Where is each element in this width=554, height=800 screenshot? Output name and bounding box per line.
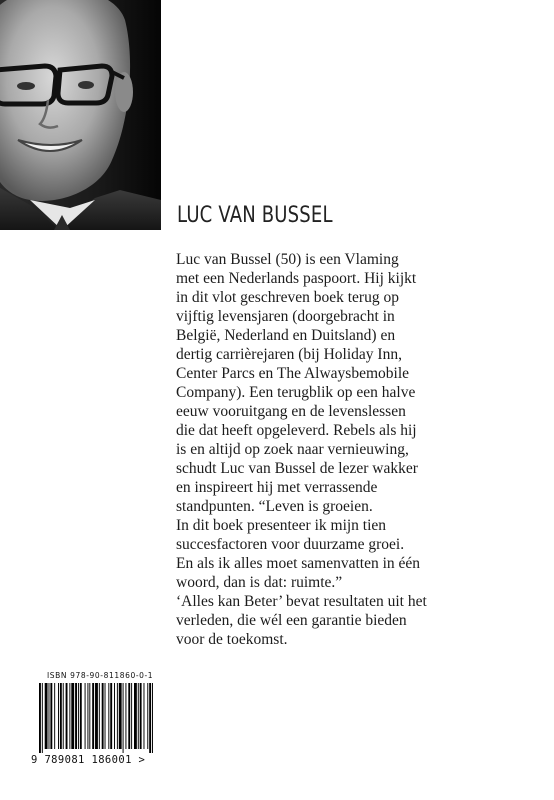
bio-line: Luc van Bussel (50) is een Vlaming (176, 251, 399, 268)
barcode-bar (131, 683, 132, 749)
barcode-bar (78, 683, 79, 749)
bio-line: schudt Luc van Bussel de lezer wakker (176, 460, 418, 477)
barcode-block (31, 671, 157, 771)
barcode-bar (102, 683, 104, 749)
barcode-bar (149, 683, 151, 753)
author-portrait-image (0, 0, 161, 230)
barcode-bar (117, 683, 118, 749)
barcode-bar (119, 683, 122, 749)
bio-line: vijftig levensjaren (doorgebracht in (176, 308, 395, 325)
barcode-bar (147, 683, 148, 749)
barcode-bar (138, 683, 139, 749)
barcode-bar (49, 683, 50, 749)
barcode-bar (89, 683, 90, 749)
bio-line: succesfactoren voor duurzame groei. (176, 536, 405, 553)
barcode-bar (69, 683, 70, 749)
bio-line: ‘Alles kan Beter’ bevat resultaten uit het (176, 593, 427, 610)
barcode-digits: 9 789081 186001 > (31, 754, 146, 766)
barcode-bar (63, 683, 64, 749)
barcode-bar (99, 683, 100, 749)
barcode-bar (105, 683, 106, 749)
barcode-image (31, 683, 157, 755)
bio-line: dertig carrièrejaren (bij Holiday Inn, (176, 346, 402, 363)
bio-line: verleden, die wél een garantie bieden (176, 612, 407, 629)
barcode-bar (50, 683, 52, 749)
barcode-bar (60, 683, 62, 749)
bio-line: standpunten. “Leven is groeien. (176, 498, 373, 515)
bio-line: België, Nederland en Duitsland) en (176, 327, 396, 344)
bio-line: en inspireert hij met verrassende (176, 479, 378, 496)
barcode-bar (66, 683, 68, 749)
author-photo (0, 0, 161, 230)
bio-line: in dit vlot geschreven boek terug op (176, 289, 399, 306)
barcode-bar (152, 683, 153, 753)
barcode-bar (80, 683, 82, 749)
barcode-bar (125, 683, 126, 749)
bio-line: En als ik alles moet samenvatten in één (176, 555, 421, 572)
barcode-bar (71, 683, 74, 749)
barcode-bar (75, 683, 77, 749)
bio-line: met een Nederlands paspoort. Hij kijkt (176, 270, 417, 287)
barcode-bar (92, 683, 94, 749)
barcode-bar (110, 683, 112, 749)
barcode-bar (128, 683, 130, 749)
bio-line: is en altijd op zoek naar vernieuwing, (176, 441, 409, 458)
author-name: LUC VAN BUSSEL (177, 203, 333, 228)
bio-line: In dit boek presenteer ik mijn tien (176, 517, 387, 534)
bio-line: die dat heeft opgeleverd. Rebels als hij (176, 422, 417, 439)
bio-line: woord, dan is dat: ruimte.” (176, 574, 343, 591)
barcode-bar (54, 683, 55, 749)
barcode-bar (85, 683, 86, 749)
bio-line: eeuw vooruitgang en de levenslessen (176, 403, 406, 420)
author-bio (176, 250, 552, 649)
barcode-bar (45, 683, 48, 749)
bio-line: voor de toekomst. (176, 631, 288, 648)
barcode-bar (134, 683, 137, 749)
barcode-bar (123, 683, 124, 753)
barcode-bar (39, 683, 41, 753)
bio-line: Company). Een terugblik op een halve (176, 384, 416, 401)
barcode-bar (140, 683, 142, 749)
barcode-bar (58, 683, 59, 749)
barcode-bar (87, 683, 88, 749)
bio-line: Center Parcs en The Alwaysbemobile (176, 365, 410, 382)
barcode-bar (114, 683, 115, 749)
barcode-bar (42, 683, 43, 753)
isbn-label: ISBN 978-90-811860-0-1 (47, 671, 154, 680)
barcode-bar (144, 683, 145, 749)
barcode-bar (108, 683, 109, 749)
barcode-bar (95, 683, 98, 749)
